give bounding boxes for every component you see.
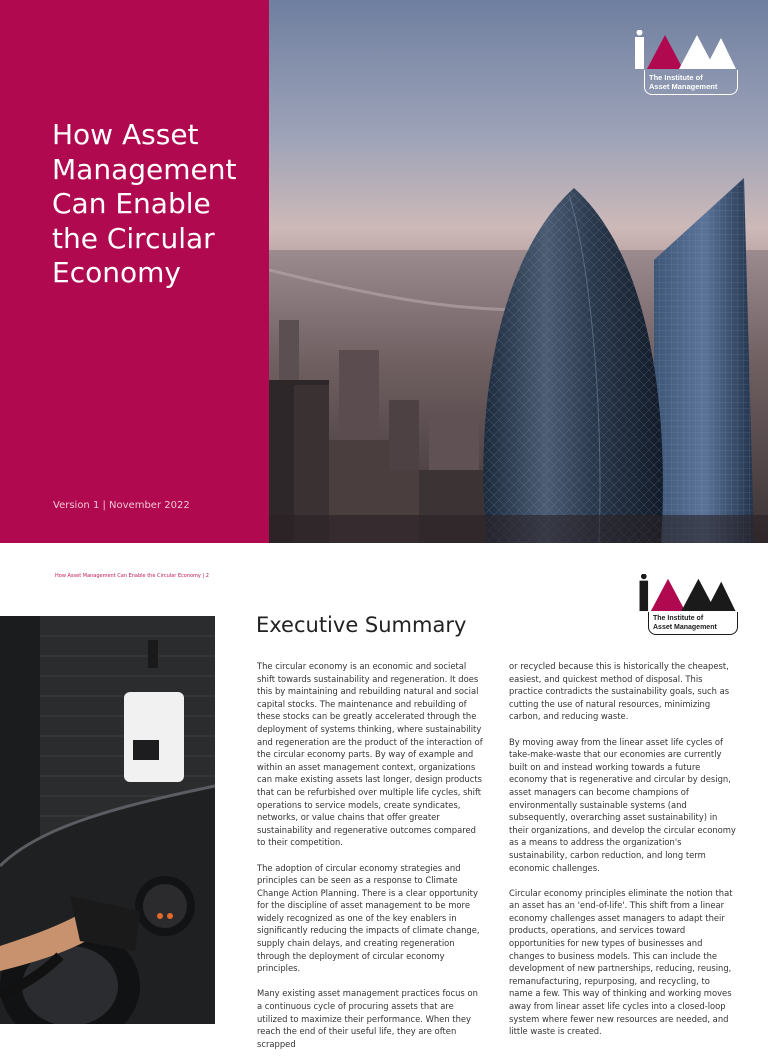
iam-logo-line2: Asset Management [649,82,718,91]
iam-logo-line2: Asset Management [653,624,717,631]
iam-logo-mark [635,30,736,70]
body-column-1 [257,660,484,1063]
paragraph: The circular economy is an economic and societal shift towards sustainability and regeneration. It does this by maintaining and rebuilding natural and social capital stocks. The maintenance and rebuilding of these stocks can be greatly accelerated through the deployment of systems thinking, where sustainability and regeneration are the product of the interaction of the circular economy parts. By way of example and within an asset management context, organizations can make existing assets last longer, design products that can be refurbished over multiple life cycles, shift operations to service models, create syndicates, networks, or value chains that offer greater sustainability and regenerative outcomes compared to their competition. [257,661,483,848]
section-title: Executive Summary [256,613,467,637]
running-header: How Asset Management Can Enable the Circular Economy | 2 [55,573,209,579]
paragraph: Circular economy principles eliminate the notion that an asset has an 'end-of-life'. This shift from a linear economy challenges asset managers to adapt their products, operations, and services toward opportunities for new types of businesses and changes to business models. This can include the development of new partnerships, reducing, reusing, remanufacturing, repurposing, and recycling, to name a few. This way of thinking and working moves away from linear asset life cycles into a closed-loop system where fewer new resources are needed, and little waste is created. [509,887,733,1037]
cover-version: Version 1 | November 2022 [53,500,190,511]
cover-title-panel [0,0,269,543]
iam-logo-page2 [639,574,736,636]
body-column-2 [509,660,736,1050]
iam-logo-mark [639,574,736,612]
paragraph: or recycled because this is historically the cheapest, easiest, and quickest method of disposal. This practice contradicts the sustainability goals, such as cutting the use of natural resources, minimizing carbon, and reducing waste. [509,661,730,722]
page-two [0,543,768,1049]
iam-logo [635,30,736,96]
iam-logo-line1: The Institute of [649,73,703,82]
paragraph: The adoption of circular economy strategies and principles can be seen as a response to Climate Change Action Planning. There is a clear opportunity for the discipline of asset management to be more widely recognized as one of the key enablers in significantly reducing the impacts of climate change, supply chain delays, and creating regeneration through the deployment of circular economy principles. [257,862,480,974]
cover-title: How Asset Management Can Enable the Circular Economy [52,118,237,289]
ev-charging-photo [0,616,215,1024]
paragraph: By moving away from the linear asset life cycles of take-make-waste that our economies are currently built on and instead working towards a future economy that is regenerative and circular by design, asset managers can become champions of environmentally sustainable systems (and subsequently, overarching asset sustainability) in their organizations, and develop the circular economy as a means to address the organization's sustainability, carbon reduction, and long term economic challenges. [509,736,736,873]
iam-logo-line1: The Institute of [653,615,704,622]
paragraph: Many existing asset management practices focus on a continuous cycle of procuring assets that are utilized to maximize their performance. When they reach the end of their useful life, they are often scrapped [257,988,478,1049]
